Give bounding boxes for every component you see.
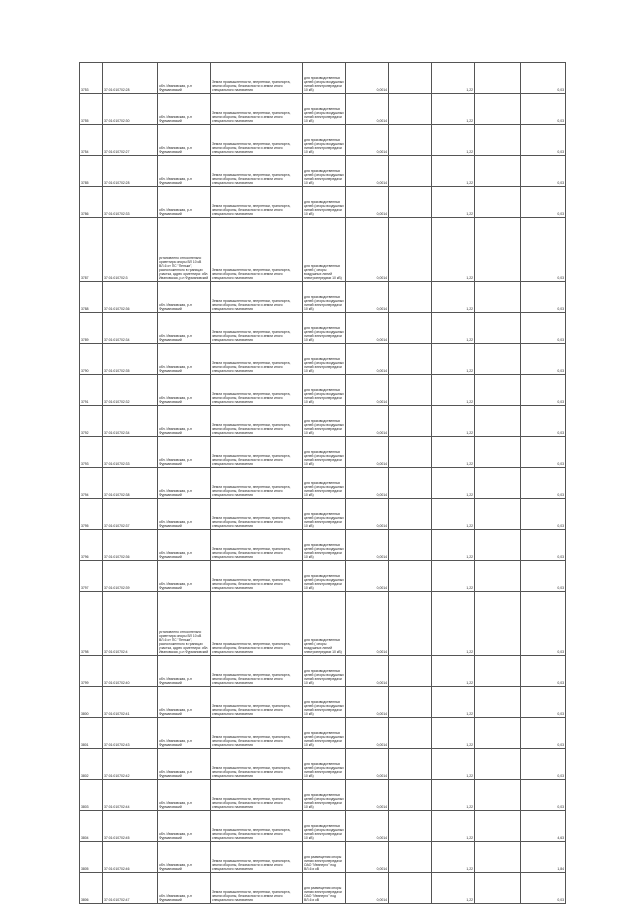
permitted-use-cell: для производственных целей (опоры воздушных линий электропередачи 10 кВ): [303, 63, 346, 94]
row-number-cell: 3805: [80, 842, 103, 873]
cost-cell: 0,03: [521, 125, 566, 156]
row-number-cell: 3791: [80, 375, 103, 406]
cadastral-number-cell: 37:01:010702:38: [103, 468, 158, 499]
permitted-use-cell: для производственных целей (опоры воздушных линий электропередачи 10 кВ): [303, 406, 346, 437]
area-cell: 0,0014: [346, 187, 389, 218]
permitted-use-cell: для производственных целей (опоры воздушных линий электропередачи 10 кВ): [303, 187, 346, 218]
cost-cell: 0,03: [521, 156, 566, 187]
empty-cell: [389, 592, 432, 656]
permitted-use-cell: для производственных целей (опоры воздушных линий электропередачи 10 кВ): [303, 687, 346, 718]
cadastral-number-cell: 37:01:010702:27: [103, 125, 158, 156]
table-row: [80, 530, 566, 561]
coefficient-cell: 1,22: [432, 530, 475, 561]
land-category-cell: Земли промышленности, энергетики, транспорта, земли обороны, безопасности и земли иного специального назначения: [211, 156, 303, 187]
address-cell: обл. Ивановская, р-н Фурмановский: [158, 344, 211, 375]
row-number-cell: 3799: [80, 656, 103, 687]
table-row: [80, 592, 566, 656]
cost-cell: 0,03: [521, 780, 566, 811]
cost-cell: 0,03: [521, 656, 566, 687]
empty-cell: [475, 375, 521, 406]
cadastral-number-cell: 37:01:010702:46: [103, 842, 158, 873]
permitted-use-cell: для производственных целей (опоры воздушных линий электропередачи 10 кВ): [303, 656, 346, 687]
address-cell: обл. Ивановская, р-н Фурмановский: [158, 499, 211, 530]
area-cell: 0,0014: [346, 156, 389, 187]
cadastral-number-cell: 37:01:010702:45: [103, 811, 158, 842]
empty-cell: [389, 282, 432, 313]
row-number-cell: 3793: [80, 437, 103, 468]
empty-cell: [475, 282, 521, 313]
permitted-use-cell: для производственных целей (опоры воздушных линий электропередачи 10 кВ): [303, 344, 346, 375]
table-row: [80, 94, 566, 125]
land-category-cell: Земли промышленности, энергетики, транспорта, земли обороны, безопасности и земли иного специального назначения: [211, 125, 303, 156]
cadastral-number-cell: 37:01:010702:33: [103, 437, 158, 468]
empty-cell: [389, 437, 432, 468]
coefficient-cell: 1,22: [432, 125, 475, 156]
cost-cell: 0,03: [521, 406, 566, 437]
coefficient-cell: 1,22: [432, 687, 475, 718]
land-category-cell: Земли промышленности, энергетики, транспорта, земли обороны, безопасности и земли иного специального назначения: [211, 468, 303, 499]
row-number-cell: 3753: [80, 63, 103, 94]
row-number-cell: 3787: [80, 218, 103, 282]
coefficient-cell: 1,22: [432, 282, 475, 313]
empty-cell: [389, 780, 432, 811]
cadastral-number-cell: 37:01:010702:33: [103, 187, 158, 218]
table-row: [80, 375, 566, 406]
address-cell: обл. Ивановская, р-н Фурмановский: [158, 437, 211, 468]
cost-cell: 0,03: [521, 94, 566, 125]
empty-cell: [475, 530, 521, 561]
cost-cell: 0,03: [521, 530, 566, 561]
table-row: [80, 344, 566, 375]
cadastral-number-cell: 37:01:010702:43: [103, 718, 158, 749]
cadastral-number-cell: 37:01:010702:35: [103, 344, 158, 375]
land-category-cell: Земли промышленности, энергетики, транспорта, земли обороны, безопасности и земли иного специального назначения: [211, 811, 303, 842]
coefficient-cell: 1,22: [432, 218, 475, 282]
row-number-cell: 3797: [80, 561, 103, 592]
permitted-use-cell: для производственных целей (опоры воздушных линий электропередачи 10 кВ): [303, 811, 346, 842]
cadastral-number-cell: 37:01:010702:39: [103, 561, 158, 592]
coefficient-cell: 1,22: [432, 811, 475, 842]
cost-cell: 0,03: [521, 218, 566, 282]
address-cell: обл. Ивановская, р-н Фурмановский: [158, 406, 211, 437]
area-cell: 0,0014: [346, 375, 389, 406]
empty-cell: [475, 873, 521, 904]
empty-cell: [389, 468, 432, 499]
coefficient-cell: 1,22: [432, 375, 475, 406]
cadastral-number-cell: 37:01:010702:3: [103, 218, 158, 282]
permitted-use-cell: для производственных целей (опоры воздушных линий электропередачи 10 кВ): [303, 530, 346, 561]
empty-cell: [475, 187, 521, 218]
empty-cell: [475, 561, 521, 592]
cost-cell: 0,03: [521, 468, 566, 499]
table-row: [80, 218, 566, 282]
table-row: [80, 282, 566, 313]
coefficient-cell: 1,22: [432, 63, 475, 94]
land-category-cell: Земли промышленности, энергетики, транспорта, земли обороны, безопасности и земли иного специального назначения: [211, 282, 303, 313]
land-category-cell: Земли промышленности, энергетики, транспорта, земли обороны, безопасности и земли иного специального назначения: [211, 873, 303, 904]
table-row: [80, 749, 566, 780]
empty-cell: [389, 344, 432, 375]
cost-cell: 0,03: [521, 592, 566, 656]
land-category-cell: Земли промышленности, энергетики, транспорта, земли обороны, безопасности и земли иного специального назначения: [211, 780, 303, 811]
row-number-cell: 3806: [80, 873, 103, 904]
table-row: [80, 873, 566, 904]
empty-cell: [475, 125, 521, 156]
area-cell: 0,0014: [346, 749, 389, 780]
area-cell: 0,0014: [346, 873, 389, 904]
empty-cell: [475, 437, 521, 468]
land-category-cell: Земли промышленности, энергетики, транспорта, земли обороны, безопасности и земли иного специального назначения: [211, 313, 303, 344]
empty-cell: [389, 749, 432, 780]
cadastral-number-cell: 37:01:010702:47: [103, 873, 158, 904]
land-category-cell: Земли промышленности, энергетики, транспорта, земли обороны, безопасности и земли иного специального назначения: [211, 375, 303, 406]
area-cell: 0,0014: [346, 125, 389, 156]
coefficient-cell: 1,22: [432, 187, 475, 218]
address-cell: обл. Ивановская, р-н Фурмановский: [158, 561, 211, 592]
empty-cell: [475, 842, 521, 873]
row-number-cell: 3789: [80, 313, 103, 344]
table-body: [80, 63, 566, 904]
empty-cell: [475, 218, 521, 282]
cost-cell: 0,03: [521, 313, 566, 344]
empty-cell: [475, 406, 521, 437]
empty-cell: [475, 718, 521, 749]
land-category-cell: Земли промышленности, энергетики, транспорта, земли обороны, безопасности и земли иного специального назначения: [211, 344, 303, 375]
address-cell: обл. Ивановская, р-н Фурмановский: [158, 156, 211, 187]
coefficient-cell: 1,22: [432, 873, 475, 904]
empty-cell: [389, 63, 432, 94]
coefficient-cell: 1,22: [432, 313, 475, 344]
address-cell: установлено относительно ориентира опоры ВЛ 10 кВ ВЛ-6 от ПС "Пеньки", расположенного в границах участка, адрес ориентира: обл. Ивановская, р-н Фурмановский: [158, 592, 211, 656]
coefficient-cell: 1,22: [432, 749, 475, 780]
empty-cell: [475, 313, 521, 344]
address-cell: обл. Ивановская, р-н Фурмановский: [158, 313, 211, 344]
row-number-cell: 3795: [80, 499, 103, 530]
address-cell: обл. Ивановская, р-н Фурмановский: [158, 780, 211, 811]
table-row: [80, 125, 566, 156]
cadastral-number-cell: 37:01:010702:42: [103, 749, 158, 780]
empty-cell: [389, 811, 432, 842]
coefficient-cell: 1,22: [432, 656, 475, 687]
cadastral-number-cell: 37:01:010702:28: [103, 63, 158, 94]
row-number-cell: 3785: [80, 156, 103, 187]
area-cell: 0,0014: [346, 499, 389, 530]
empty-cell: [389, 530, 432, 561]
cost-cell: 1,84: [521, 842, 566, 873]
empty-cell: [389, 94, 432, 125]
area-cell: 0,0014: [346, 530, 389, 561]
cost-cell: 0,03: [521, 561, 566, 592]
table-row: [80, 499, 566, 530]
area-cell: 0,0014: [346, 592, 389, 656]
empty-cell: [475, 63, 521, 94]
permitted-use-cell: для производственных целей (опоры воздушных линий электропередачи 10 кВ): [303, 125, 346, 156]
area-cell: 0,0014: [346, 344, 389, 375]
cadastral-number-cell: 37:01:010702:28: [103, 156, 158, 187]
address-cell: обл. Ивановская, р-н Фурмановский: [158, 811, 211, 842]
address-cell: обл. Ивановская, р-н Фурмановский: [158, 718, 211, 749]
cadastral-number-cell: 37:01:010702:36: [103, 282, 158, 313]
land-category-cell: Земли промышленности, энергетики, транспорта, земли обороны, безопасности и земли иного специального назначения: [211, 592, 303, 656]
area-cell: 0,0014: [346, 406, 389, 437]
empty-cell: [475, 780, 521, 811]
cadastral-number-cell: 37:01:010702:34: [103, 406, 158, 437]
row-number-cell: 3755: [80, 94, 103, 125]
address-cell: обл. Ивановская, р-н Фурмановский: [158, 63, 211, 94]
cost-cell: 0,03: [521, 687, 566, 718]
table-row: [80, 842, 566, 873]
address-cell: обл. Ивановская, р-н Фурмановский: [158, 687, 211, 718]
area-cell: 0,0014: [346, 468, 389, 499]
land-category-cell: Земли промышленности, энергетики, транспорта, земли обороны, безопасности и земли иного специального назначения: [211, 187, 303, 218]
table-row: [80, 780, 566, 811]
area-cell: 0,0014: [346, 718, 389, 749]
address-cell: обл. Ивановская, р-н Фурмановский: [158, 125, 211, 156]
empty-cell: [475, 656, 521, 687]
cost-cell: 0,03: [521, 437, 566, 468]
empty-cell: [389, 561, 432, 592]
cost-cell: 0,03: [521, 344, 566, 375]
cadastral-number-cell: 37:01:010702:40: [103, 656, 158, 687]
empty-cell: [475, 499, 521, 530]
address-cell: обл. Ивановская, р-н Фурмановский: [158, 94, 211, 125]
cost-cell: 0,03: [521, 375, 566, 406]
coefficient-cell: 1,22: [432, 592, 475, 656]
empty-cell: [389, 842, 432, 873]
address-cell: обл. Ивановская, р-н Фурмановский: [158, 873, 211, 904]
empty-cell: [389, 375, 432, 406]
empty-cell: [475, 156, 521, 187]
empty-cell: [389, 218, 432, 282]
row-number-cell: 3792: [80, 406, 103, 437]
address-cell: обл. Ивановская, р-н Фурмановский: [158, 656, 211, 687]
cadastral-number-cell: 37:01:010702:44: [103, 780, 158, 811]
address-cell: обл. Ивановская, р-н Фурмановский: [158, 530, 211, 561]
empty-cell: [475, 344, 521, 375]
cadastral-number-cell: 37:01:010702:37: [103, 499, 158, 530]
table-row: [80, 811, 566, 842]
land-category-cell: Земли промышленности, энергетики, транспорта, земли обороны, безопасности и земли иного специального назначения: [211, 656, 303, 687]
permitted-use-cell: для производственных целей (опоры воздушных линий электропередачи 10 кВ): [303, 156, 346, 187]
land-category-cell: Земли промышленности, энергетики, транспорта, земли обороны, безопасности и земли иного специального назначения: [211, 561, 303, 592]
table-row: [80, 63, 566, 94]
empty-cell: [475, 811, 521, 842]
cost-cell: 0,03: [521, 749, 566, 780]
coefficient-cell: 1,22: [432, 94, 475, 125]
row-number-cell: 3804: [80, 811, 103, 842]
empty-cell: [389, 125, 432, 156]
cadastral-number-cell: 37:01:010702:4: [103, 592, 158, 656]
permitted-use-cell: для производственных целей ( опоры воздушных линий электропередачи 10 кВ): [303, 592, 346, 656]
row-number-cell: 3796: [80, 530, 103, 561]
row-number-cell: 3794: [80, 468, 103, 499]
address-cell: установлено относительно ориентира опоры ВЛ 10 кВ ВЛ-6 от ПС "Пеньки", расположенного в границах участка, адрес ориентира: обл. Ивановская, р-н Фурмановский: [158, 218, 211, 282]
coefficient-cell: 1,22: [432, 499, 475, 530]
land-category-cell: Земли промышленности, энергетики, транспорта, земли обороны, безопасности и земли иного специального назначения: [211, 530, 303, 561]
table-row: [80, 656, 566, 687]
row-number-cell: 3798: [80, 592, 103, 656]
empty-cell: [475, 592, 521, 656]
land-category-cell: Земли промышленности, энергетики, транспорта, земли обороны, безопасности и земли иного специального назначения: [211, 842, 303, 873]
row-number-cell: 3788: [80, 282, 103, 313]
cost-cell: 0,03: [521, 873, 566, 904]
cadastral-number-cell: 37:01:010702:32: [103, 375, 158, 406]
land-category-cell: Земли промышленности, энергетики, транспорта, земли обороны, безопасности и земли иного специального назначения: [211, 406, 303, 437]
coefficient-cell: 1,22: [432, 156, 475, 187]
row-number-cell: 3802: [80, 749, 103, 780]
table-row: [80, 718, 566, 749]
empty-cell: [475, 468, 521, 499]
area-cell: 0,0014: [346, 656, 389, 687]
permitted-use-cell: для производственных целей (опоры воздушных линий электропередачи 10 кВ): [303, 94, 346, 125]
table-row: [80, 687, 566, 718]
cost-cell: 0,03: [521, 282, 566, 313]
empty-cell: [389, 313, 432, 344]
land-category-cell: Земли промышленности, энергетики, транспорта, земли обороны, безопасности и земли иного специального назначения: [211, 749, 303, 780]
permitted-use-cell: для производственных целей (опоры воздушных линий электропередачи 10 кВ): [303, 780, 346, 811]
permitted-use-cell: для размещения опоры линии электропередачи ОАО "Ивэнерго" под ВЛ-6 и кВ: [303, 873, 346, 904]
coefficient-cell: 1,22: [432, 842, 475, 873]
area-cell: 0,0014: [346, 94, 389, 125]
area-cell: 0,0014: [346, 842, 389, 873]
area-cell: 0,0014: [346, 780, 389, 811]
permitted-use-cell: для производственных целей ( опоры воздушных линий электропередачи 10 кВ): [303, 218, 346, 282]
area-cell: 0,0014: [346, 687, 389, 718]
row-number-cell: 3786: [80, 187, 103, 218]
land-category-cell: Земли промышленности, энергетики, транспорта, земли обороны, безопасности и земли иного специального назначения: [211, 499, 303, 530]
row-number-cell: 3803: [80, 780, 103, 811]
empty-cell: [389, 156, 432, 187]
land-category-cell: Земли промышленности, энергетики, транспорта, земли обороны, безопасности и земли иного специального назначения: [211, 687, 303, 718]
table-row: [80, 561, 566, 592]
table-row: [80, 406, 566, 437]
area-cell: 0,0014: [346, 63, 389, 94]
empty-cell: [389, 687, 432, 718]
area-cell: 0,0014: [346, 313, 389, 344]
coefficient-cell: 1,22: [432, 468, 475, 499]
land-category-cell: Земли промышленности, энергетики, транспорта, земли обороны, безопасности и земли иного специального назначения: [211, 94, 303, 125]
address-cell: обл. Ивановская, р-н Фурмановский: [158, 468, 211, 499]
area-cell: 0,0014: [346, 218, 389, 282]
cadastral-number-cell: 37:01:010702:30: [103, 94, 158, 125]
permitted-use-cell: для производственных целей (опоры воздушных линий электропередачи 10 кВ): [303, 499, 346, 530]
empty-cell: [389, 187, 432, 218]
cadastral-table: [79, 62, 566, 904]
permitted-use-cell: для производственных целей (опоры воздушных линий электропередачи 10 кВ): [303, 561, 346, 592]
table-row: [80, 437, 566, 468]
cadastral-number-cell: 37:01:010702:41: [103, 687, 158, 718]
land-category-cell: Земли промышленности, энергетики, транспорта, земли обороны, безопасности и земли иного специального назначения: [211, 718, 303, 749]
permitted-use-cell: для производственных целей (опоры воздушных линий электропередачи 10 кВ): [303, 375, 346, 406]
table-row: [80, 313, 566, 344]
permitted-use-cell: для производственных целей (опоры воздушных линий электропередачи 10 кВ): [303, 468, 346, 499]
coefficient-cell: 1,22: [432, 437, 475, 468]
cost-cell: 0,03: [521, 63, 566, 94]
empty-cell: [389, 718, 432, 749]
cost-cell: 0,03: [521, 718, 566, 749]
coefficient-cell: 1,22: [432, 561, 475, 592]
table-row: [80, 468, 566, 499]
row-number-cell: 3754: [80, 125, 103, 156]
permitted-use-cell: для размещения опоры линии электропередачи ОАО "Ивэнерго" под ВЛ-6 и кВ: [303, 842, 346, 873]
empty-cell: [389, 873, 432, 904]
permitted-use-cell: для производственных целей (опоры воздушных линий электропередачи 10 кВ): [303, 718, 346, 749]
area-cell: 0,0014: [346, 561, 389, 592]
land-category-cell: Земли промышленности, энергетики, транспорта, земли обороны, безопасности и земли иного специального назначения: [211, 63, 303, 94]
row-number-cell: 3801: [80, 718, 103, 749]
permitted-use-cell: для производственных целей (опоры воздушных линий электропередачи 10 кВ): [303, 282, 346, 313]
empty-cell: [389, 499, 432, 530]
coefficient-cell: 1,22: [432, 718, 475, 749]
area-cell: 0,0014: [346, 811, 389, 842]
land-category-cell: Земли промышленности, энергетики, транспорта, земли обороны, безопасности и земли иного специального назначения: [211, 218, 303, 282]
cadastral-number-cell: 37:01:010702:34: [103, 313, 158, 344]
address-cell: обл. Ивановская, р-н Фурмановский: [158, 187, 211, 218]
table-row: [80, 156, 566, 187]
cost-cell: 4,63: [521, 811, 566, 842]
land-category-cell: Земли промышленности, энергетики, транспорта, земли обороны, безопасности и земли иного специального назначения: [211, 437, 303, 468]
coefficient-cell: 1,22: [432, 406, 475, 437]
empty-cell: [475, 94, 521, 125]
row-number-cell: 3800: [80, 687, 103, 718]
area-cell: 0,0014: [346, 282, 389, 313]
area-cell: 0,0014: [346, 437, 389, 468]
address-cell: обл. Ивановская, р-н Фурмановский: [158, 282, 211, 313]
address-cell: обл. Ивановская, р-н Фурмановский: [158, 842, 211, 873]
cost-cell: 0,03: [521, 187, 566, 218]
empty-cell: [389, 406, 432, 437]
table-row: [80, 187, 566, 218]
address-cell: обл. Ивановская, р-н Фурмановский: [158, 375, 211, 406]
row-number-cell: 3790: [80, 344, 103, 375]
permitted-use-cell: для производственных целей (опоры воздушных линий электропередачи 10 кВ): [303, 313, 346, 344]
cost-cell: 0,03: [521, 499, 566, 530]
cadastral-number-cell: 37:01:010702:36: [103, 530, 158, 561]
empty-cell: [389, 656, 432, 687]
empty-cell: [475, 687, 521, 718]
empty-cell: [475, 749, 521, 780]
coefficient-cell: 1,22: [432, 344, 475, 375]
permitted-use-cell: для производственных целей (опоры воздушных линий электропередачи 10 кВ): [303, 437, 346, 468]
permitted-use-cell: для производственных целей (опоры воздушных линий электропередачи 10 кВ): [303, 749, 346, 780]
address-cell: обл. Ивановская, р-н Фурмановский: [158, 749, 211, 780]
coefficient-cell: 1,22: [432, 780, 475, 811]
